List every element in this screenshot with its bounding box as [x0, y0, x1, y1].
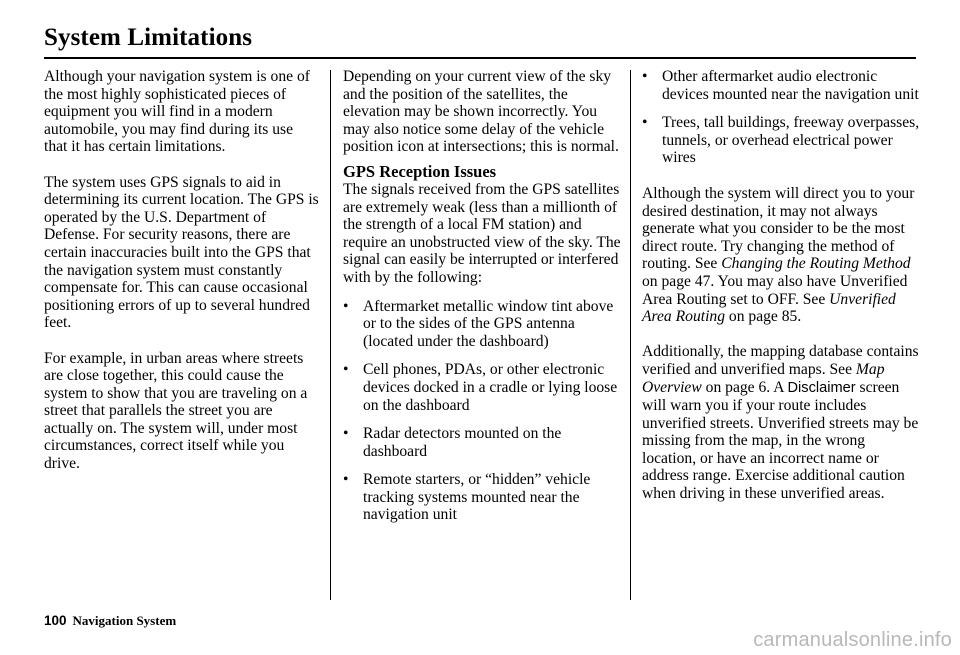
intro-paragraph: Although your navigation system is one of the most highly sophisticated pieces of equipment you will find in a modern automobile, you may find during its use that it has certain limitations. — [44, 68, 310, 156]
text-run: screen will warn you if your route includes unverified streets. Unverified streets may be missing from the map, in the wrong location, or have an incorrect name or address range. Exercise additional caution when driving in these unverified areas. — [642, 378, 919, 503]
list-item: • Other aftermarket audio electronic devices mounted near the navigation unit — [642, 68, 920, 103]
elevation-paragraph: Depending on your current view of the sky and the position of the satellites, the elevation may be shown incorrectly. You may also notice some delay of the vehicle position icon at intersections; this is normal. — [343, 68, 619, 156]
page-footer — [44, 613, 176, 629]
cross-reference-unverified-routing: Unverified Area Routing — [642, 290, 896, 326]
page-number: 100 — [44, 613, 67, 628]
column-2 — [343, 68, 621, 535]
routing-paragraph — [642, 185, 920, 326]
text-run: Additionally, the mapping database contains verified and unverified maps. See — [642, 343, 919, 378]
list-item: • Trees, tall buildings, freeway overpasses, tunnels, or overhead electrical power wires — [642, 114, 920, 167]
cross-reference-map-overview: Map Overview — [642, 360, 885, 396]
reception-paragraph: The signals received from the GPS satellites are extremely weak (less than a millionth of the strength of a local FM station) and require an unobstructed view of the sky. The signal can easily be interrupted or interfered with by the following: — [343, 180, 621, 286]
page-title: System Limitations — [44, 24, 253, 51]
column-divider-1 — [330, 70, 331, 600]
section-heading: GPS Reception Issues — [343, 161, 497, 181]
text-run: on page 85. — [725, 308, 802, 326]
column-3 — [642, 68, 920, 520]
title-rule — [44, 57, 916, 59]
text-run: on page 47. You may also have Unverified Area Routing set to OFF. See — [642, 272, 908, 308]
watermark: carmanualsonline.info — [753, 629, 952, 651]
list-item: • Cell phones, PDAs, or other electronic devices docked in a cradle or lying loose on the dashboard — [343, 361, 621, 414]
column-1 — [44, 68, 320, 490]
footer-label: Navigation System — [72, 613, 177, 628]
text-run: Although the system will direct you to your desired destination, it may not always generate what you consider to be the most direct route. Try changing the method of routing. See — [642, 184, 915, 273]
interference-list — [343, 298, 621, 525]
example-paragraph: For example, in urban areas where streets are close together, this could cause the system to show that you are traveling on a street that parallels the street you are actually on. The system will, under most circumstances, correct itself while you drive. — [44, 349, 308, 473]
text-run: on page 6. A — [701, 378, 788, 396]
list-item: • Radar detectors mounted on the dashboard — [343, 425, 621, 460]
interference-list-continued — [642, 68, 920, 167]
list-item: • Aftermarket metallic window tint above or to the sides of the GPS antenna (located under the dashboard) — [343, 298, 621, 351]
column-divider-2 — [630, 70, 631, 600]
gps-paragraph: The system uses GPS signals to aid in determining its current location. The GPS is operated by the U.S. Department of Defense. For security reasons, there are certain inaccuracies built into the GPS that the navigation system must constantly compensate for. This can cause occasional positioning errors of up to several hundred feet. — [44, 173, 319, 332]
cross-reference-changing-routing: Changing the Routing Method — [721, 255, 911, 273]
database-paragraph — [642, 343, 920, 502]
list-item: • Remote starters, or “hidden” vehicle tracking systems mounted near the navigation unit — [343, 471, 621, 524]
disclaimer-term: Disclaimer — [787, 379, 856, 396]
